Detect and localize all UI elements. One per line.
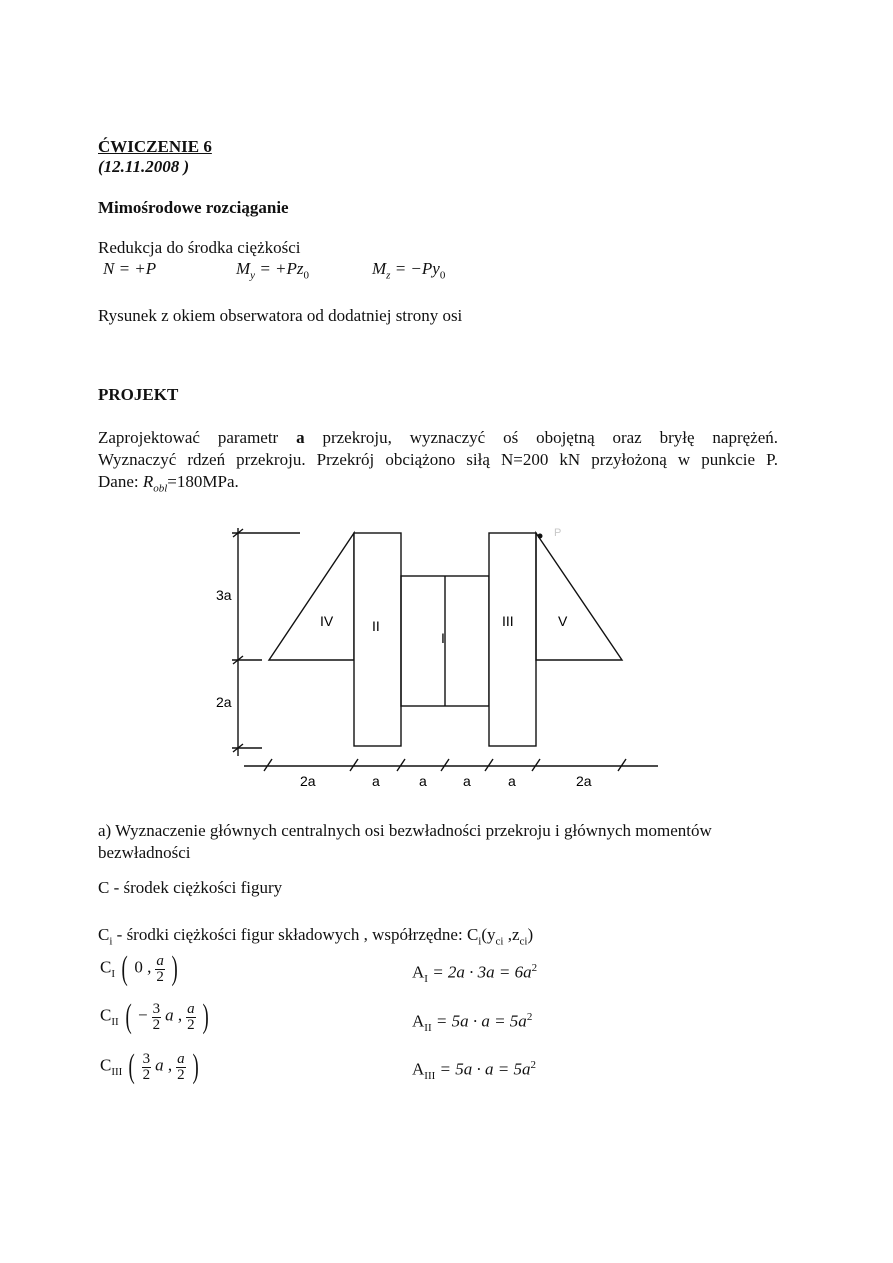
area-a3: $A_{III} = 5a \cdot a = 5a^2$	[412, 1059, 536, 1083]
dim-2a-right: 2a	[576, 773, 592, 789]
project-heading: PROJEKT	[98, 385, 179, 404]
area-a2: $A_{II} = 5a \cdot a = 5a^2$	[412, 1011, 533, 1035]
formula-Mz: $M_z = -Py_0$	[372, 259, 446, 282]
dim-a-1: a	[372, 773, 380, 789]
label-iv: IV	[320, 613, 334, 629]
project-description: Zaprojektować parametr a przekroju, wyznaczyć oś obojętną oraz bryłę naprężeń. Wyznaczyć rdzeń przekroju. Przekrój obciążono siłą N=200 kN przyłożoną w punkcie P. Dane: $R_{obl}=180MPa$.	[98, 428, 778, 495]
h-tick-2	[350, 759, 358, 771]
dim-a-4: a	[508, 773, 516, 789]
centroid-c3: $C_{III}$ ( $\frac{3}{2}$ a , $\frac{a}{2}$ )	[100, 1048, 199, 1085]
h-tick-1	[264, 759, 272, 771]
h-tick-5	[485, 759, 493, 771]
dim-a-3: a	[463, 773, 471, 789]
label-v: V	[558, 613, 568, 629]
h-tick-7	[618, 759, 626, 771]
reduction-title: Redukcja do środka ciężkości	[98, 238, 301, 257]
area-a1: $A_I = 2a \cdot 3a = 6a^2$	[412, 962, 538, 986]
label-i: I	[441, 630, 445, 646]
point-p-marker	[538, 534, 543, 539]
h-tick-6	[532, 759, 540, 771]
centroid-c1: $C_I$ ( 0 , $\frac{a}{2}$ )	[100, 950, 178, 987]
triangle-iv	[269, 533, 354, 660]
exercise-title: ĆWICZENIE 6	[98, 137, 212, 156]
label-ii: II	[372, 618, 380, 634]
h-tick-4	[441, 759, 449, 771]
section-a-text: a) Wyznaczenie głównych centralnych osi bezwładności przekroju i głównych momentów bezwładności	[98, 821, 712, 862]
dim-2a-vertical: 2a	[216, 694, 232, 710]
rect-iii	[489, 533, 536, 746]
triangle-v	[536, 533, 622, 660]
dim-2a-left: 2a	[300, 773, 316, 789]
h-tick-3	[397, 759, 405, 771]
rect-ii	[354, 533, 401, 746]
formula-N: N = +P	[103, 259, 157, 278]
formula-My: $M_y = +Pz_0$	[236, 259, 310, 282]
centroid-definition: C - środek ciężkości figury	[98, 878, 283, 897]
label-iii: III	[502, 613, 514, 629]
dim-a-2: a	[419, 773, 427, 789]
topic-title: Mimośrodowe rozciąganie	[98, 198, 289, 217]
components-definition: $C_i$ - środki ciężkości figur składowych , współrzędne: $C_i(y_{ci}$ $,z_{ci}$)	[98, 925, 534, 948]
exercise-date: (12.11.2008 )	[98, 157, 190, 176]
observer-note: Rysunek z okiem obserwatora od dodatniej strony osi	[98, 306, 463, 325]
dim-3a: 3a	[216, 587, 232, 603]
point-p-label: P	[554, 527, 562, 539]
centroid-c2: $C_{II}$ ( − $\frac{3}{2}$ a , $\frac{a}{2}$ )	[100, 998, 209, 1035]
